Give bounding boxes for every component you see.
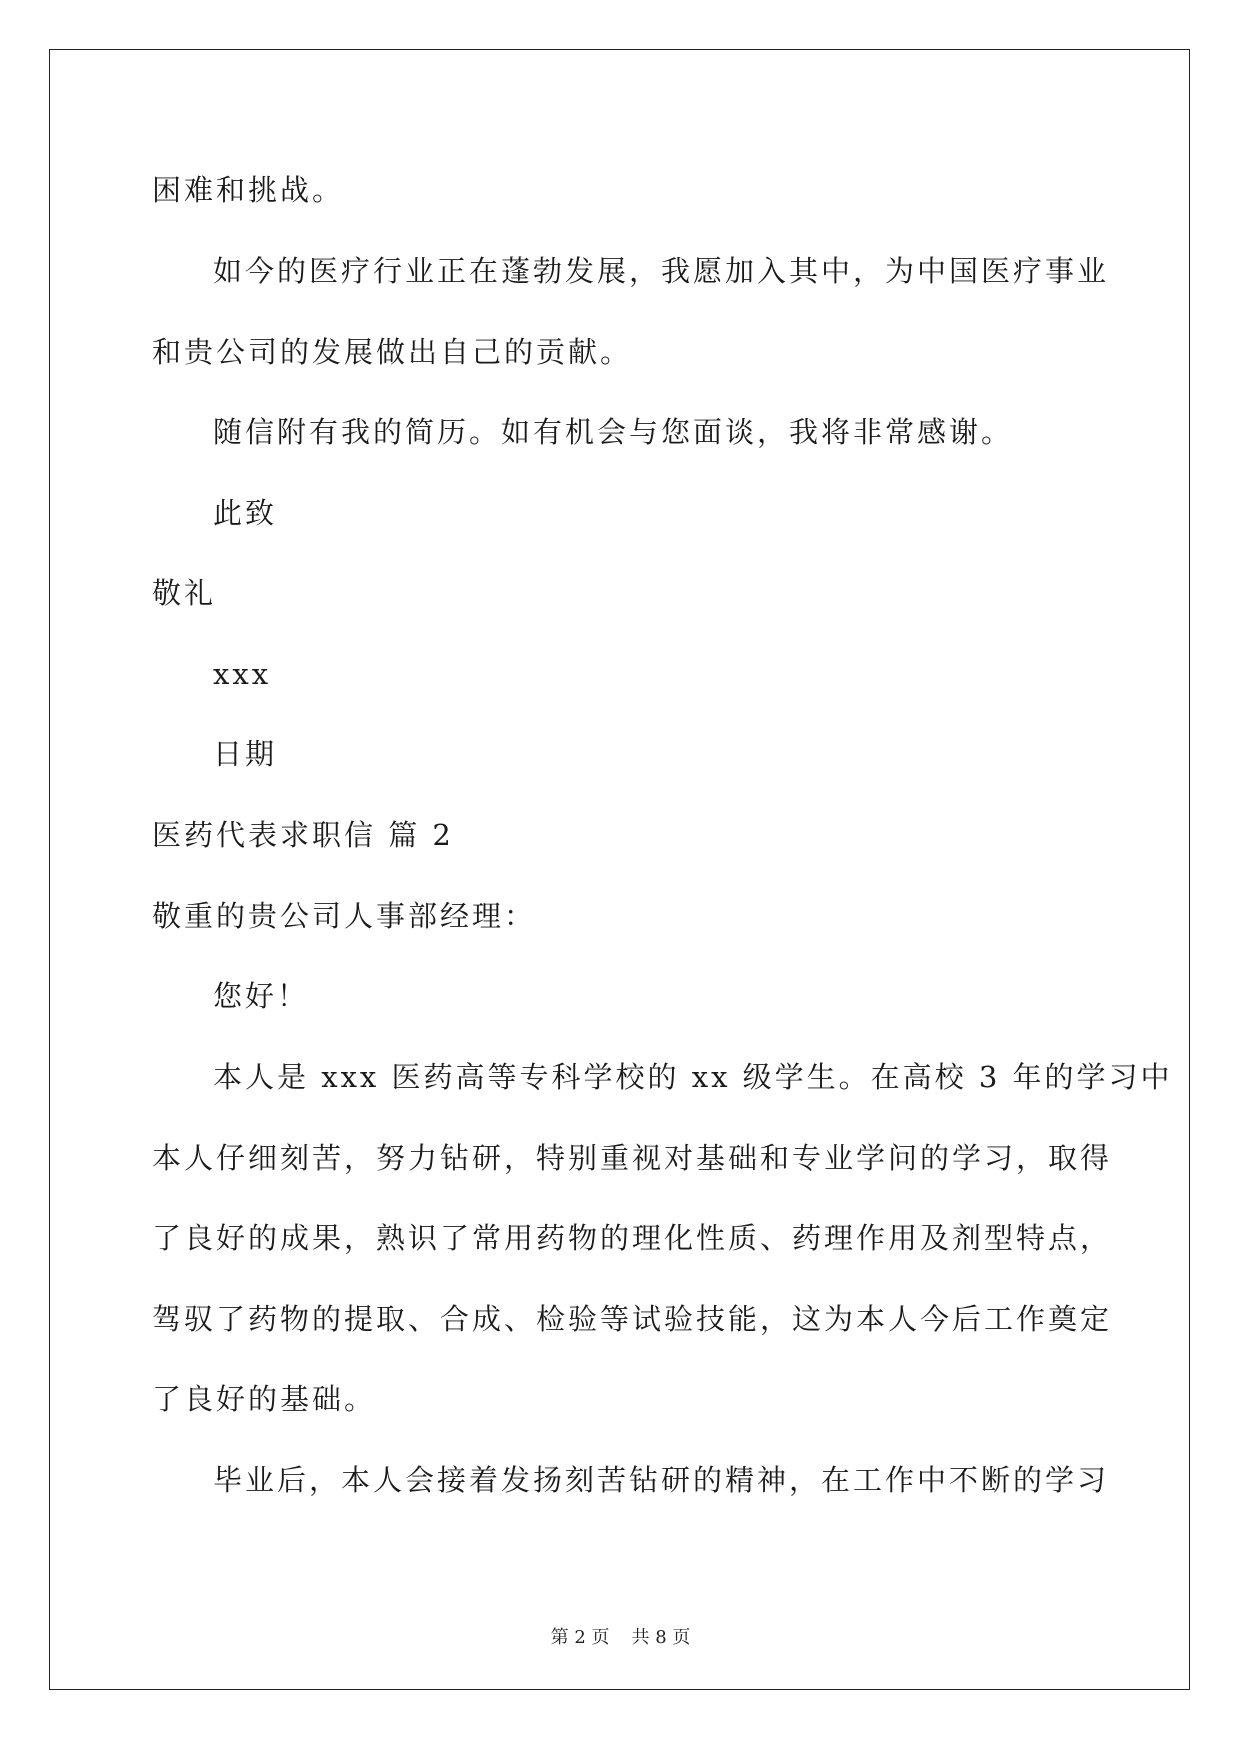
paragraph-line: 毕业后，本人会接着发扬刻苦钻研的精神，在工作中不断的学习 xyxy=(213,1463,1110,1497)
closing-regards: 敬礼 xyxy=(152,576,217,610)
signature-date: 日期 xyxy=(213,737,278,771)
page-total: 共 8 页 xyxy=(631,1627,691,1648)
section-heading: 医药代表求职信 篇 2 xyxy=(152,818,454,852)
closing-salutation: 此致 xyxy=(213,496,278,530)
paragraph-line: 和贵公司的发展做出自己的贡献。 xyxy=(152,335,633,369)
paragraph-line: 如今的医疗行业正在蓬勃发展，我愿加入其中，为中国医疗事业 xyxy=(213,254,1110,288)
page-number: 第 2 页 xyxy=(550,1627,610,1648)
page-footer xyxy=(0,1626,1241,1650)
paragraph-line: 了良好的成果，熟识了常用药物的理化性质、药理作用及剂型特点， xyxy=(152,1221,1113,1255)
paragraph-line: 本人仔细刻苦，努力钻研，特别重视对基础和专业学问的学习，取得 xyxy=(152,1141,1113,1175)
letter-salutation: 您好！ xyxy=(213,979,310,1013)
paragraph-line: 本人是 xxx 医药高等专科学校的 xx 级学生。在高校 3 年的学习中 xyxy=(213,1060,1173,1094)
paragraph-line: 驾驭了药物的提取、合成、检验等试验技能，这为本人今后工作奠定 xyxy=(152,1302,1113,1336)
paragraph-line: 了良好的基础。 xyxy=(152,1382,377,1416)
paragraph-line: 困难和挑战。 xyxy=(152,173,345,207)
paragraph-line: 随信附有我的简历。如有机会与您面谈，我将非常感谢。 xyxy=(213,415,1014,449)
signature-name: xxx xyxy=(213,657,272,691)
letter-greeting: 敬重的贵公司人事部经理： xyxy=(152,899,537,933)
page-border xyxy=(49,49,1190,1690)
